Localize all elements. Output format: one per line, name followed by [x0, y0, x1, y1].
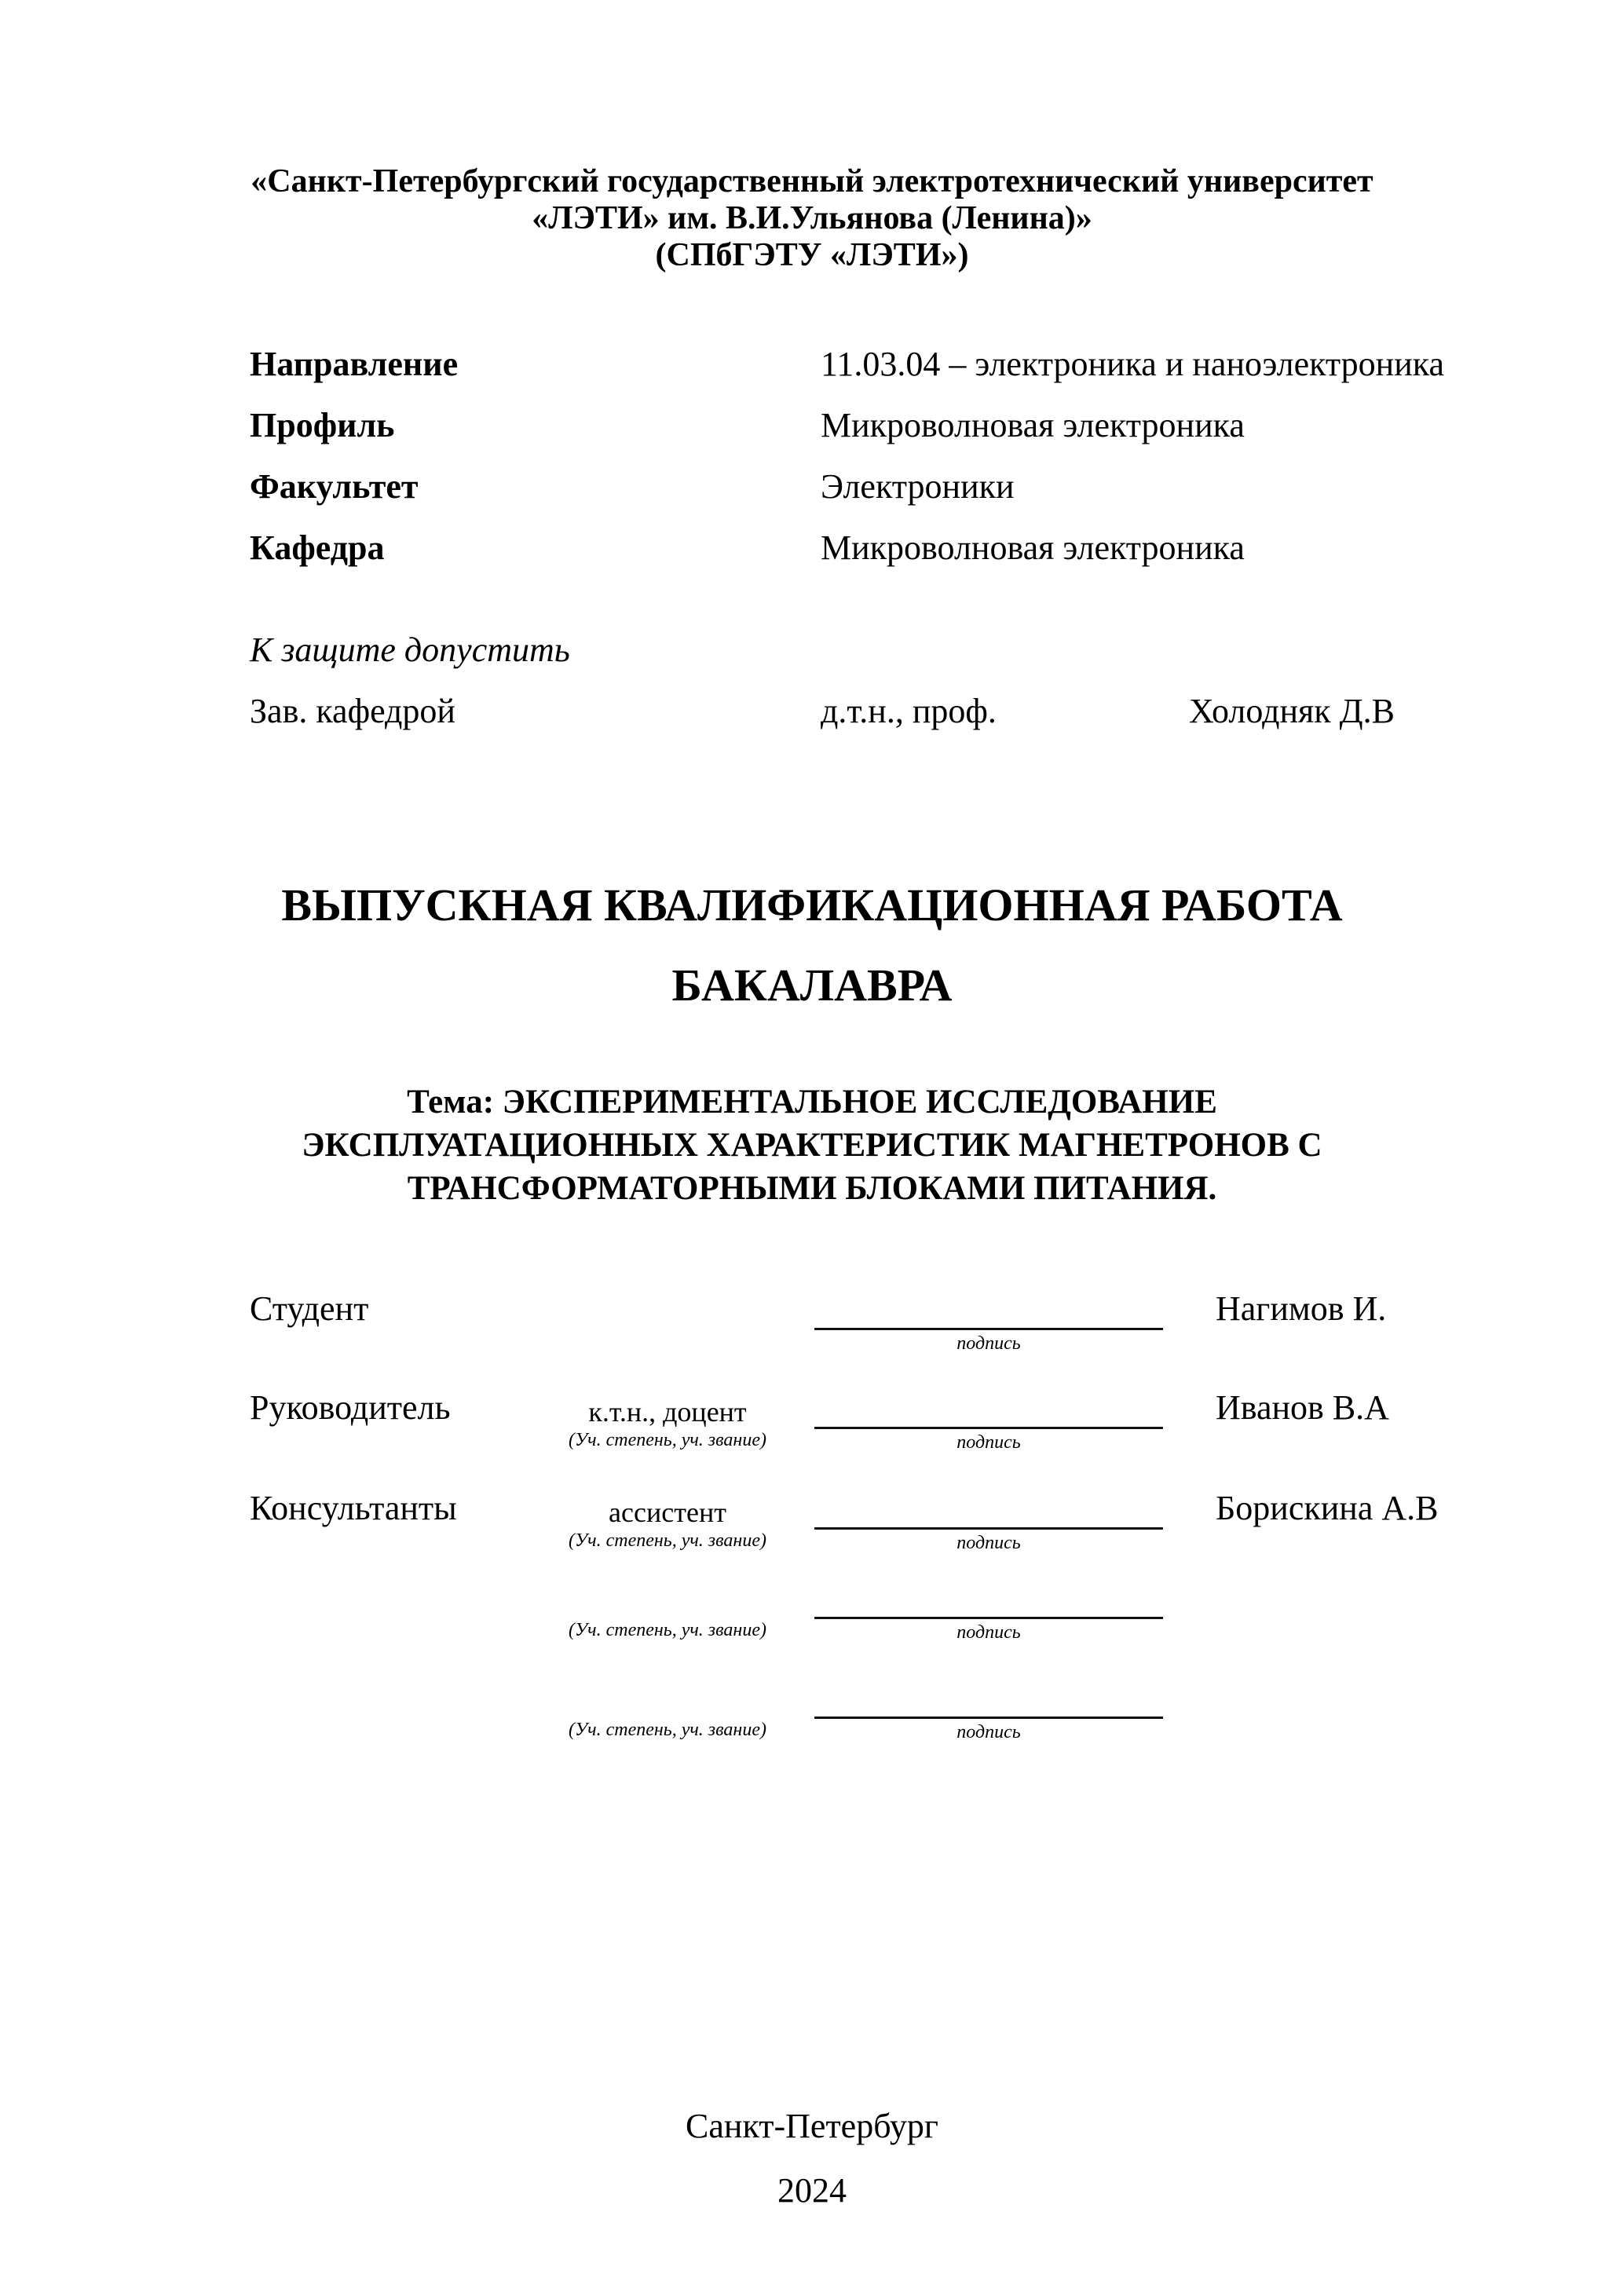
signature-line	[814, 1617, 1163, 1619]
rank-hint: (Уч. степень, уч. звание)	[569, 1720, 766, 1740]
signature-role-supervisor: Руководитель	[250, 1388, 451, 1427]
signature-hint: подпись	[956, 1533, 1021, 1553]
signature-rank-consultant: ассистент	[609, 1497, 726, 1528]
approval-caption: К защите допустить	[250, 631, 570, 669]
topic-line2: ЭКСПЛУАТАЦИОННЫХ ХАРАКТЕРИСТИК МАГНЕТРОНОВ С	[302, 1127, 1322, 1164]
footer-year: 2024	[777, 2171, 847, 2210]
info-value-department: Микроволновая электроника	[821, 528, 1245, 567]
signature-hint: подпись	[956, 1722, 1021, 1742]
info-value-direction: 11.03.04 – электроника и наноэлектроника	[821, 345, 1445, 383]
signature-name-supervisor: Иванов В.А	[1216, 1388, 1389, 1427]
topic-line1: Тема: ЭКСПЕРИМЕНТАЛЬНОЕ ИССЛЕДОВАНИЕ	[407, 1084, 1217, 1121]
work-title-line2: БАКАЛАВРА	[671, 960, 953, 1011]
info-value-faculty: Электроники	[821, 467, 1015, 506]
signature-role-student: Студент	[250, 1289, 369, 1328]
signature-line	[814, 1717, 1163, 1719]
info-label-direction: Направление	[250, 345, 459, 383]
signature-rank-supervisor: к.т.н., доцент	[588, 1396, 747, 1428]
approval-name: Холодняк Д.В	[1189, 692, 1395, 730]
info-label-profile: Профиль	[250, 406, 395, 444]
approval-degree: д.т.н., проф.	[821, 692, 997, 730]
signature-name-consultant: Борискина А.В	[1216, 1489, 1439, 1527]
signature-hint: подпись	[956, 1622, 1021, 1643]
info-value-profile: Микроволновая электроника	[821, 406, 1245, 444]
signature-name-student: Нагимов И.	[1216, 1289, 1387, 1328]
approval-role: Зав. кафедрой	[250, 692, 455, 730]
signature-line	[814, 1427, 1163, 1429]
info-label-department: Кафедра	[250, 528, 385, 567]
signature-hint: подпись	[956, 1432, 1021, 1453]
footer-city: Санкт-Петербург	[686, 2107, 938, 2145]
signature-line	[814, 1328, 1163, 1330]
signature-role-consultants: Консультанты	[250, 1489, 457, 1527]
university-name-line2: «ЛЭТИ» им. В.И.Ульянова (Ленина)»	[532, 200, 1092, 236]
work-title-line1: ВЫПУСКНАЯ КВАЛИФИКАЦИОННАЯ РАБОТА	[281, 879, 1343, 930]
rank-hint: (Уч. степень, уч. звание)	[569, 1430, 766, 1450]
signature-line	[814, 1527, 1163, 1530]
info-label-faculty: Факультет	[250, 467, 419, 506]
topic-line3: ТРАНСФОРМАТОРНЫМИ БЛОКАМИ ПИТАНИЯ.	[407, 1170, 1217, 1207]
signature-hint: подпись	[956, 1333, 1021, 1354]
university-name-line1: «Санкт-Петербургский государственный электротехнический университет	[251, 163, 1373, 199]
rank-hint: (Уч. степень, уч. звание)	[569, 1530, 766, 1551]
university-abbreviation: (СПбГЭТУ «ЛЭТИ»)	[655, 237, 969, 273]
rank-hint: (Уч. степень, уч. звание)	[569, 1620, 766, 1640]
